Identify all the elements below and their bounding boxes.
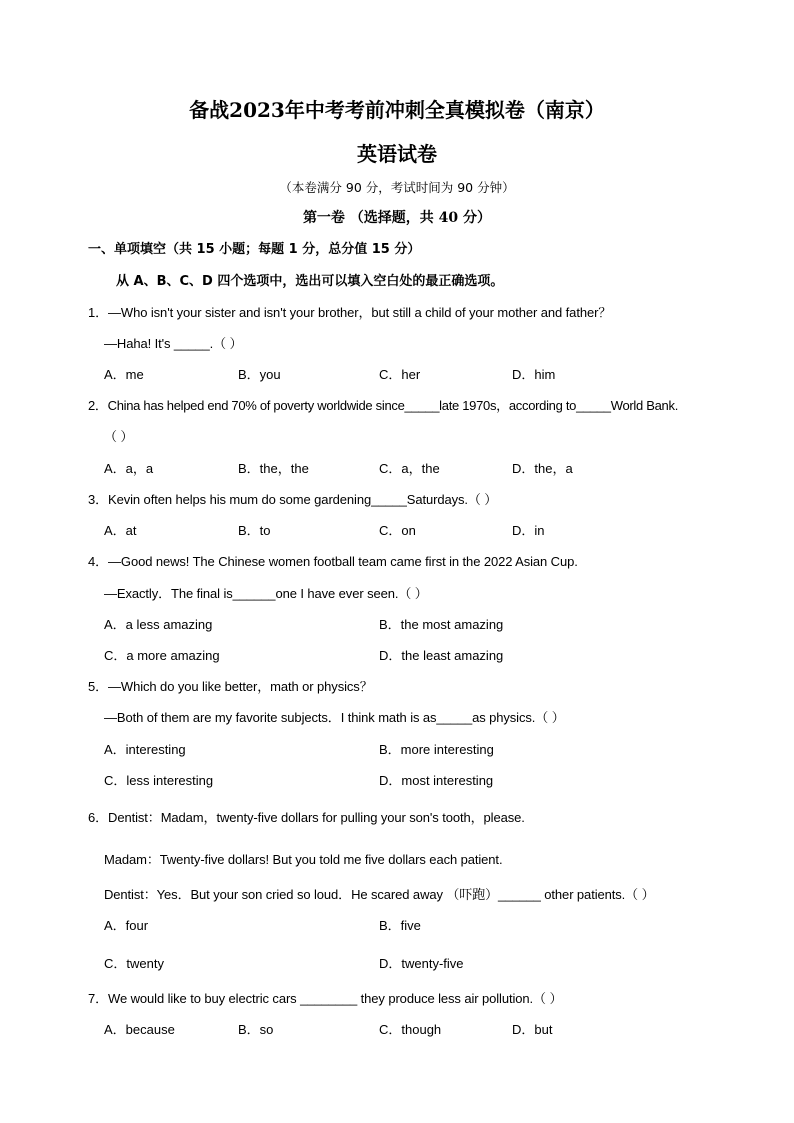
exam-note: （本卷满分 90 分，考试时间为 90 分钟） [279,180,515,195]
question-1-line2: —Haha! It's _____.（ ） [104,336,243,351]
question-4-option-a: A．a less amazing [104,617,213,632]
exam-title: 备战2023年中考考前冲刺全真模拟卷（南京） [189,98,605,122]
section-heading: 一、单项填空（共 15 小题；每题 1 分，总分值 15 分） [88,242,421,257]
question-4-option-b: B．the most amazing [379,617,504,632]
question-3-option-c: C．on [379,523,416,538]
question-2-option-a: A．a，a [104,461,154,476]
question-4-stem: 4．—Good news! The Chinese women football team came first in the 2022 Asian Cup. [88,554,578,569]
question-7-option-d: D．but [512,1022,553,1037]
question-2-option-c: C．a，the [379,461,440,476]
exam-subtitle: 英语试卷 [357,142,437,166]
section-instruction: 从 A、B、C、D 四个选项中，选出可以填入空白处的最正确选项。 [116,274,504,289]
question-6-stem: 6．Dentist：Madam，twenty-five dollars for pulling your son's tooth，please. [88,810,525,825]
question-6-option-c: C．twenty [104,956,164,971]
question-2-option-b: B．the，the [238,461,309,476]
part-heading: 第一卷 （选择题，共 40 分） [302,210,492,226]
question-2-stem: 2．China has helped end 70% of poverty worldwide since_____late 1970s，according to_____World Bank. [88,398,679,413]
question-1-option-c: C．her [379,367,421,382]
question-6-line3: Dentist：Yes．But your son cried so loud．He scared away （吓跑）______ other patients.（ ） [104,887,655,902]
question-7-stem: 7．We would like to buy electric cars ________ they produce less air pollution.（ ） [88,991,563,1006]
question-1-option-b: B．you [238,367,281,382]
question-7-option-b: B．so [238,1022,274,1037]
question-2-option-d: D．the，a [512,461,573,476]
question-1-stem: 1．—Who isn't your sister and isn't your brother，but still a child of your mother and father？ [88,305,612,320]
question-6-line2: Madam：Twenty-five dollars! But you told me five dollars each patient. [104,852,503,867]
question-5-option-c: C．less interesting [104,773,214,788]
question-4-option-c: C．a more amazing [104,648,220,663]
question-5-option-b: B．more interesting [379,742,494,757]
question-7-option-c: C．though [379,1022,442,1037]
question-4-line2: —Exactly．The final is______one I have ever seen.（ ） [104,586,428,601]
question-4-option-d: D．the least amazing [379,648,504,663]
question-3-option-b: B．to [238,523,271,538]
question-3-option-d: D．in [512,523,545,538]
question-5-line2: —Both of them are my favorite subjects．I think math is as_____as physics.（ ） [104,710,565,725]
question-6-option-a: A．four [104,918,149,933]
question-6-option-b: B．five [379,918,421,933]
question-5-option-a: A．interesting [104,742,186,757]
question-3-stem: 3．Kevin often helps his mum do some gardening_____Saturdays.（ ） [88,492,498,507]
question-5-option-d: D．most interesting [379,773,494,788]
question-2-line2: （ ） [104,429,134,444]
question-1-option-a: A．me [104,367,144,382]
question-7-option-a: A．because [104,1022,175,1037]
question-1-option-d: D．him [512,367,556,382]
question-5-stem: 5．—Which do you like better，math or physics？ [88,679,373,694]
question-3-option-a: A．at [104,523,137,538]
question-6-option-d: D．twenty-five [379,956,464,971]
